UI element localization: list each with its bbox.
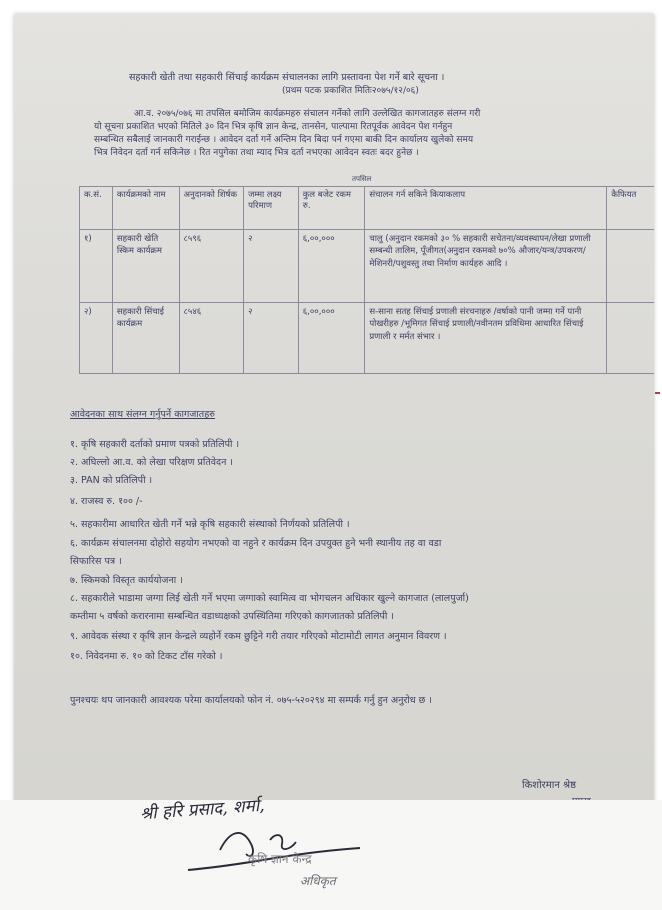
body-line-4: भित्र निवेदन दर्ता गर्न सकिनेछ । रित नपुगेका तथा म्याद भित्र दर्ता नभएका आवेदन स्वतः बदर हुनेछ । bbox=[94, 148, 419, 158]
table-caption: तपसिल bbox=[352, 175, 372, 183]
document-item: १०. निवेदनमा रु. १० को टिकट टाँस गरेको । bbox=[70, 651, 223, 662]
document-item: कम्तीमा ५ वर्षको करारनामा सम्बन्धित वडाध्यक्षको उपस्थितिमा गरिएको कागजातको प्रतिलिपी । bbox=[70, 611, 395, 622]
cell-budget: ६,००,००० bbox=[298, 303, 365, 374]
program-table bbox=[79, 186, 654, 374]
cell-program-name: सहकारी खेति स्किम कार्यक्रम bbox=[112, 230, 179, 303]
document-item: ७. स्किमको विस्तृत कार्ययोजना । bbox=[70, 575, 183, 586]
table-header-row bbox=[80, 187, 655, 230]
documents-heading: आवेदनका साथ संलग्न गर्नुपर्ने कागजातहरु bbox=[70, 409, 215, 420]
header-grant-head: अनुदानको शिर्षक bbox=[179, 187, 244, 230]
document-item: २. अघिल्लो आ.व. को लेखा परिक्षण प्रतिवेदन । bbox=[70, 457, 233, 468]
cell-grant-head: ८५९६ bbox=[179, 230, 244, 303]
header-remarks: कैफियत bbox=[607, 187, 654, 230]
body-line-3: सम्बन्धित सबैलाई जानकारी गराईन्छ । आवेदन दर्ता गर्ने अन्तिम दिन बिदा पर्न गएमा बाकी दिन कार्यालय खुलेको समय bbox=[94, 135, 474, 145]
handwritten-note: श्री हरि प्रसाद, शर्मा, bbox=[139, 795, 266, 825]
body-line-2: यो सूचना प्रकाशित भएको मितिले ३० दिन भित्र कृषि ज्ञान केन्द्र, तानसेन, पाल्पामा रितपूर्वक आवेदन पेश गर्नहुन bbox=[94, 122, 453, 132]
stamp-text: कृषि ज्ञान केन्द्र bbox=[248, 852, 312, 866]
red-mark bbox=[655, 392, 660, 394]
body-line-1: आ.व. २०७५/०७६ मा तपसिल बमोजिम कार्यक्रमहरु संचालन गर्नेको लागि उल्लेखित कागजातहरु संलग्न गरी bbox=[134, 109, 481, 119]
cell-target: २ bbox=[244, 230, 299, 303]
document-item: ६. कार्यक्रम संचालनमा दोहोरो सहयोग नभएको वा नहुने र कार्यक्रम दिन उपयुक्त हुने भनी स्थानीय तह वा वडा bbox=[70, 538, 442, 549]
notice-title: सहकारी खेती तथा सहकारी सिंचाई कार्यक्रम संचालनका लागि प्रस्तावना पेश गर्ने बारे सूचना । bbox=[129, 72, 445, 83]
cell-activities: चालु (अनुदान रकमको ३० % सहकारी सचेतना/व्यवस्थापन/लेखा प्रणाली सम्बन्धी तालिम, पूँजीगत(अनुदान रकमको ७०% औजार/यन्त्र/उपकरण/मेशिनरी/पशुवस्तु तथा निर्माण कार्यहरु आदि । bbox=[365, 230, 607, 303]
notice-paper bbox=[14, 14, 654, 804]
footnote: पुनश्चयः थप जानकारी आवश्यक परेमा कार्यालयको फोन नं. ०७५-५२०२९४ मा सम्पर्क गर्नु हुन अनुरोध छ । bbox=[70, 695, 432, 706]
cell-program-name: सहकारी सिंचाई कार्यक्रम bbox=[112, 303, 179, 374]
cell-budget: ६,००,००० bbox=[298, 230, 365, 303]
header-budget: कुल बजेट रकम रु. bbox=[298, 187, 365, 230]
cell-grant-head: ८५४६ bbox=[179, 303, 244, 374]
document-item: सिफारिस पत्र । bbox=[70, 556, 122, 567]
cell-remarks bbox=[607, 230, 654, 303]
document-item: ८. सहकारीले भाडामा जग्गा लिई खेती गर्ने भएमा जग्गाको स्वामित्व वा भोगचलन अधिकार खुल्ने कागजात (लालपुर्जा) bbox=[70, 593, 469, 604]
header-activities: संचालन गर्न सकिने कियाकलाप bbox=[365, 187, 607, 230]
cell-activities: स-साना सतह सिंचाई प्रणाली संरचनाहरु /वर्षाको पानी जम्मा गर्ने पानी पोखरीहरु /भूमिगत सिंचाई प्रणाली/नवीनतम प्रविधिमा आधारित सिंचाई प्रणाली र मर्मत संभार । bbox=[365, 303, 607, 374]
cell-sn: १) bbox=[80, 230, 113, 303]
header-sn: क.सं. bbox=[80, 187, 113, 230]
table-row bbox=[80, 230, 655, 303]
table-row bbox=[80, 303, 655, 374]
header-program-name: कार्यक्रमको नाम bbox=[112, 187, 179, 230]
stamp-title: अधिकृत bbox=[300, 874, 336, 888]
cell-target: २ bbox=[244, 303, 299, 374]
document-item: ३. PAN को प्रतिलिपी । bbox=[70, 475, 153, 486]
signatory-name: किशोरमान श्रेष्ठ bbox=[522, 780, 577, 791]
document-item: ४. राजस्व रु. १०० /- bbox=[70, 496, 143, 507]
document-item: १. कृषि सहकारी दर्ताको प्रमाण पत्रको प्रतिलिपी । bbox=[70, 439, 240, 450]
cell-remarks bbox=[607, 303, 654, 374]
document-item: ५. सहकारीमा आधारित खेती गर्ने भन्ने कृषि सहकारी संस्थाको निर्णयको प्रतिलिपी । bbox=[70, 519, 350, 530]
cell-sn: २) bbox=[80, 303, 113, 374]
header-target: जम्मा लक्ष्य परिमाण bbox=[244, 187, 299, 230]
document-item: ९. आवेदक संस्था र कृषि ज्ञान केन्द्रले व्यहोर्ने रकम छुट्टिने गरी तयार गरिएको मोटामोटी लागत अनुमान विवरण । bbox=[70, 631, 447, 642]
notice-subtitle: (प्रथम पटक प्रकाशित मितिः२०७५/१२/०६) bbox=[282, 86, 419, 96]
